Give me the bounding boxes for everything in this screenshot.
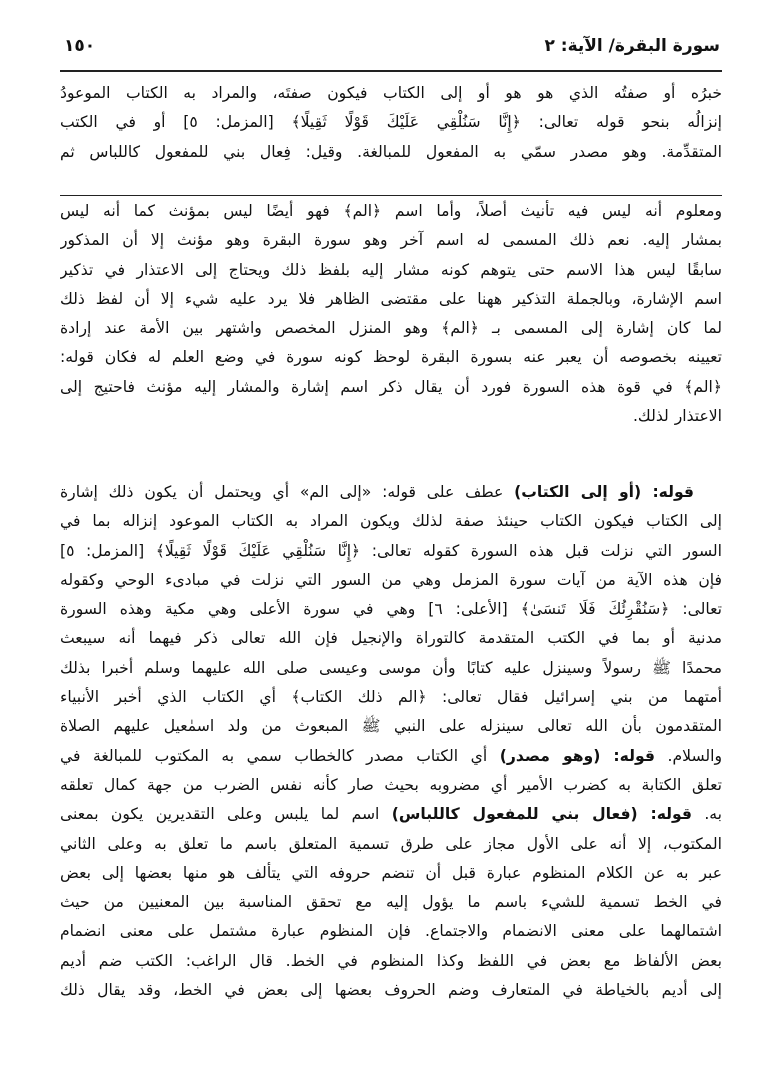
text-line <box>60 478 722 507</box>
bold-lemma: قوله: (فعال بني للمفعول كاللباس) <box>391 805 693 824</box>
text-line <box>60 108 722 137</box>
text-segment: ومعلوم أنه ليس فيه تأنيث أصلاً، وأما اسم ﴿الم﴾ فهو أيضًا ليس بمؤنث كما أنه ليس <box>60 202 722 220</box>
bold-lemma: قوله: <box>641 483 694 501</box>
middle-text-block <box>60 197 722 431</box>
text-line <box>60 402 722 431</box>
text-segment: السور التي نزلت قبل هذه السورة كقوله تعالى: ﴿إِنَّا سَنُلْقِي عَلَيْكَ قَوْلًا ثَقِيلًا﴾ [المزمل: ٥] <box>60 541 722 560</box>
text-line <box>60 343 722 372</box>
text-segment: اسم الإشارة، وبالجملة التذكير ههنا على مقتضى الظاهر فلا يرد عليه شيء إلا أن لفظ ذلك <box>60 289 722 308</box>
text-line <box>60 771 722 800</box>
bold-lemma: (أو إلى الكتاب) <box>514 483 642 501</box>
text-line <box>60 197 722 226</box>
text-segment: بمشار إليه. نعم ذلك المسمى له اسم آخر وهو سورة البقرة وهو مؤنث إلا أن المذكور <box>60 231 722 250</box>
text-segment: أي الكتاب مصدر كالخطاب سمي به المكتوب للمبالغة في <box>60 746 500 765</box>
text-segment: في الخط تسمية للشيء باسم ما يؤول إليه مع تحقق المناسبة بين المعنيين من حيث <box>60 893 722 912</box>
text-segment: والسلام. <box>654 746 722 765</box>
running-title: سورة البقرة/ الآية: ٢ <box>544 36 720 56</box>
text-line <box>60 654 722 683</box>
text-segment: إنزالُه بنحو قوله تعالى: ﴿إِنَّا سَنُلْقِي عَلَيْكَ قَوْلًا ثَقِيلًا﴾ [المزمل: ٥] أو في الكتب <box>60 113 722 132</box>
text-line <box>60 314 722 343</box>
text-segment: إلى أديم بالخياطة في المتعارف وضم الحروف بعضها إلى بعض في الخط، وقد يقال ذلك <box>60 981 722 1000</box>
section-divider <box>60 195 722 196</box>
text-segment: المتقدمون بأن الله تعالى سينزله على النبي ﷺ المبعوث من ولد اسمٰعيل عليهم الصلاة <box>60 717 722 736</box>
text-line <box>60 226 722 255</box>
bold-lemma: قوله: (وهو مصدر) <box>499 746 655 765</box>
text-line <box>60 566 722 595</box>
text-segment: لما كان إشارة إلى المسمى بـ ﴿الم﴾ وهو المنزل المخصص واشتهر بين الأمة عند إرادة <box>60 319 722 338</box>
text-segment: به. <box>692 805 722 824</box>
header-rule <box>60 70 722 72</box>
text-segment: تعلق الكتابة به كضرب الأمير أي مضروبه بحيث صار كأنه نفس الضرب من جهة كمال تعلقه <box>60 775 722 794</box>
text-line <box>60 256 722 285</box>
text-line <box>60 742 722 771</box>
text-segment: مدنية أو بما في الكتب المتقدمة كالتوراة والإنجيل فإن الله تعالى ذكر فيهما أنه سيبعث <box>60 629 722 648</box>
text-line <box>60 947 722 976</box>
text-line <box>60 285 722 314</box>
text-line <box>60 712 722 741</box>
text-line <box>60 138 722 167</box>
text-segment: عبر به عن الكلام المنظوم عبارة قبل أن تنضم حروفه التي يتألف هو منها بعضها إلى بعض <box>60 863 722 882</box>
text-line <box>60 595 722 624</box>
text-line <box>60 830 722 859</box>
text-segment: المكتوب، إلا أنه على الأول مجاز على طرق تسمية المتعلق باسم ما تعلق به وعلى الثاني <box>60 834 722 853</box>
text-segment: الاعتذار لذلك. <box>632 407 722 426</box>
text-segment: إلى الكتاب فيكون الكتاب حينئذ صفة لذلك ويكون المراد به الكتاب الموعود إنزاله بما في <box>60 512 722 531</box>
text-segment: أمتهما من بني إسرائيل فقال تعالى: ﴿الم ذلك الكتاب﴾ أي الكتاب الذي أخبر الأنبياء <box>60 688 722 707</box>
bottom-text-block <box>60 478 722 1005</box>
text-segment: فإن هذه الآية من آيات سورة المزمل وهي من السور التي نزلت في مبادىء الوحي وكقوله <box>60 570 722 589</box>
text-line <box>60 507 722 536</box>
text-line <box>60 888 722 917</box>
text-line <box>60 917 722 946</box>
text-line <box>60 373 722 402</box>
text-segment: اشتمالهما على معنى الانضمام والاجتماع. فإن المنظوم عبارة مشتمل على معنى انضمام <box>60 922 722 941</box>
text-line <box>60 800 722 829</box>
text-segment: محمدًا ﷺ رسولاً وسينزل عليه كتابًا وأن موسى وعيسى صلى الله عليهما وسلم أخبرا بذلك <box>60 658 722 677</box>
text-line <box>60 976 722 1005</box>
text-segment: عطف على قوله: «إلى الم» أي ويحتمل أن يكون ذلك إشارة <box>60 483 515 501</box>
text-line <box>60 537 722 566</box>
text-segment: خبرُه أو صفتُه الذي هو هو أو إلى الكتاب فيكون صفتَه، والمراد به الكتاب الموعودُ <box>60 84 722 102</box>
text-line <box>60 859 722 888</box>
text-line <box>60 683 722 712</box>
top-text-block <box>60 79 722 167</box>
text-segment: اسم لما يلبس وعلى التقديرين يكون بمعنى <box>60 805 392 824</box>
text-segment: بعض الألفاظ مع بعض في اللفظ وكذا المنظوم في الخط. قال الراغب: الكتب ضم أديم <box>60 951 722 970</box>
text-line <box>60 624 722 653</box>
text-segment: سابقًا ليس هذا الاسم حتى يتوهم كونه مشار إليه بلفظ ذلك ويحتاج إلى الاعتذار في تذكير <box>60 260 722 279</box>
text-segment: تعيينه بخصوصه أن يعبر عنه بسورة البقرة لوحظ كونه سورة في وضع العلم له فكان قوله: <box>60 348 722 367</box>
text-line <box>60 79 722 108</box>
text-segment: المتقدِّمة. وهو مصدر سمّي به المفعول للمبالغة. وقيل: فِعال بني للمفعول كاللباس ثم <box>60 142 722 161</box>
text-segment: تعالى: ﴿سَنُقْرِئُكَ فَلَا تَنسَىٰ﴾ [الأعلى: ٦] وهي في سورة الأعلى وهي مكية وهذه السورة <box>60 600 722 619</box>
page-number: ١٥٠ <box>64 36 96 56</box>
text-segment: ﴿الم﴾ في قوة هذه السورة فورد أن يقال ذكر اسم إشارة والمشار إليه مؤنث فاحتيج إلى <box>60 377 722 396</box>
